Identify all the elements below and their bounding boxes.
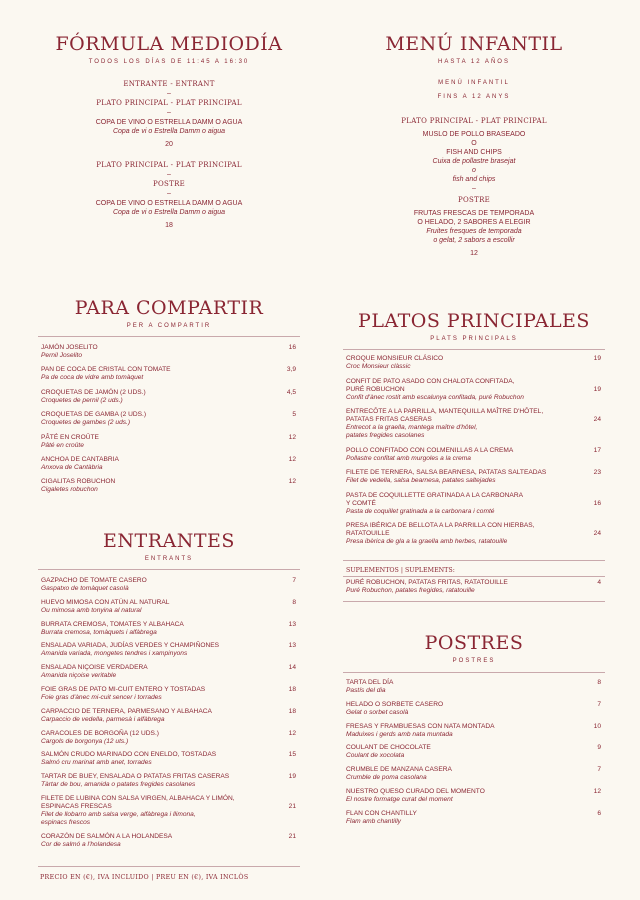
item-name-ca: Foie gras d'ànec mi-cuit sencer i torrades (41, 694, 162, 701)
item-price: 10 (593, 722, 601, 730)
footer-note: PRECIO EN (€), IVA INCLUIDO | PREU EN (€), IVA INCLÒS (40, 874, 249, 881)
menu-item (346, 447, 605, 463)
menu-item (41, 642, 300, 658)
item-name: ENSALADA NIÇOISE VERDADERA (41, 664, 148, 672)
menu-item (41, 773, 300, 789)
item-name-ca: Salmó cru marinat amb anet, torrades (41, 759, 152, 767)
formula-drink-ca: Copa de vi o Estrella Damm o aigua (112, 209, 226, 216)
menu-item (41, 411, 300, 427)
item-name-ca: Presa ibèrica de gla a la graella amb herbes, ratatouille (346, 538, 508, 545)
formula-title: FÓRMULA MEDIODÍA (55, 33, 283, 55)
item-name: NUESTRO QUESO CURADO DEL MOMENTO (346, 788, 485, 795)
menu-item (346, 723, 605, 739)
item-price: 24 (593, 416, 601, 423)
item-name: Y COMTÉ (346, 499, 376, 507)
menu-item (41, 751, 300, 767)
compartir-subtitle: PER A COMPARTIR (126, 323, 212, 329)
item-name: CRUMBLE DE MANZANA CASERA (346, 766, 452, 774)
formula-course-line: PLATO PRINCIPAL - PLAT PRINCIPAL (96, 161, 242, 169)
formula-drink: COPA DE VINO O ESTRELLA DAMM O AGUA (95, 119, 243, 126)
divider-line (343, 560, 605, 561)
divider-dash: – (167, 109, 171, 116)
divider-line (343, 601, 605, 602)
item-name-ca: Gaspatxo de tomàquet casolà (41, 585, 129, 592)
infantil-line-ca: fish and chips (452, 176, 496, 183)
formula-subtitle: TODOS LOS DÍAS DE 11:45 A 16:30 (88, 59, 250, 65)
item-name-ca: Croquetes de pernil (2 uds.) (41, 396, 123, 404)
item-name: TARTA DEL DÍA (346, 679, 394, 686)
item-name: CORAZÓN DE SALMÓN A LA HOLANDESA (41, 832, 173, 840)
menu-item (346, 701, 605, 717)
item-name-ca: Croquetes de gambes (2 uds.) (41, 419, 131, 427)
item-price: 15 (288, 751, 296, 759)
item-price: 7 (292, 577, 296, 584)
postres-title: POSTRES (424, 632, 524, 654)
divider-dash: – (167, 171, 171, 178)
item-name: FILETE DE TERNERA, SALSA BEARNESA, PATATAS SALTEADAS (346, 469, 547, 476)
compartir-title: PARA COMPARTIR (74, 297, 264, 319)
item-name: BURRATA CREMOSA, TOMATES Y ALBAHACA (41, 620, 184, 628)
item-name-ca: Pastís del dia (346, 687, 386, 694)
postres-subtitle: POSTRES (452, 658, 496, 664)
infantil-line-ca: o (472, 167, 476, 174)
infantil-postre-heading: POSTRE (457, 196, 491, 204)
item-name: RATATOUILLE (346, 530, 390, 537)
item-name-ca: Flam amb chantilly (346, 817, 401, 825)
menu-item (41, 686, 300, 702)
item-name-ca: Pa de coca de vidre amb tomàquet (41, 374, 144, 382)
formula-option-2 (38, 161, 300, 230)
item-name-ca: patates fregides casolanes (346, 432, 425, 439)
infantil-line: FISH AND CHIPS (446, 149, 502, 156)
item-price: 12 (288, 729, 296, 737)
item-price: 23 (593, 469, 601, 476)
menu-item (346, 469, 605, 485)
item-name: ESPINACAS FRESCAS (41, 803, 112, 810)
item-name-ca: Tàrtar de bou, amanida o patates fregides casolanes (41, 781, 196, 789)
item-name-ca: Puré Robuchon, patates fregides, ratatouille (346, 587, 475, 594)
infantil-line: O (471, 140, 477, 147)
item-price: 12 (288, 478, 296, 486)
supplements-title: SUPLEMENTOS | SUPLEMENTS: (346, 567, 455, 574)
infantil-subtitle: HASTA 12 AÑOS (438, 59, 510, 65)
infantil-price: 12 (470, 250, 478, 257)
divider-line (343, 576, 605, 577)
item-name-ca: Carpaccio de vedella, parmesà i alfàbrega (41, 715, 165, 723)
menu-item (41, 434, 300, 450)
item-name: CIGALITAS ROBUCHON (41, 478, 116, 486)
item-price: 8 (292, 598, 296, 606)
formula-course-line: PLATO PRINCIPAL - PLAT PRINCIPAL (96, 99, 242, 107)
item-price: 21 (288, 832, 296, 840)
platos-header (343, 310, 605, 343)
item-price: 14 (288, 664, 296, 672)
item-name: GAZPACHO DE TOMATE CASERO (41, 577, 147, 584)
item-name: PÂTÉ EN CROÛTE (41, 433, 99, 441)
item-name-ca: Amanida variada, mongetes tendres i xampinyons (41, 650, 188, 658)
supplement-item (346, 579, 605, 595)
menu-item (41, 664, 300, 680)
item-name: HELADO O SORBETE CASERO (346, 700, 444, 708)
item-name-ca: Ou mimosa amb tonyina al natural (41, 606, 142, 614)
item-name: PURÉ ROBUCHON, PATATAS FRITAS, RATATOUILLE (346, 579, 508, 586)
item-name: PURÉ ROBUCHON (346, 385, 405, 393)
item-name: CONFIT DE PATO ASADO CON CHALOTA CONFITADA, (346, 377, 515, 385)
item-name: ENSALADA VARIADA, JUDÍAS VERDES Y CHAMPIÑONES (41, 642, 220, 650)
postres-header (343, 632, 605, 665)
item-price: 18 (288, 686, 296, 693)
item-name-ca: Pasta de coquillet gratinada a la carbonara i comté (346, 507, 495, 515)
menu-item (346, 810, 605, 826)
menu-item (41, 795, 300, 827)
menu-item (41, 577, 300, 593)
item-price: 7 (597, 700, 601, 708)
menu-item (41, 344, 300, 360)
item-name: FLAN CON CHANTILLY (346, 809, 417, 817)
entrantes-subtitle: ENTRANTS (144, 556, 194, 562)
menu-item (41, 456, 300, 472)
item-name: SALMÓN CRUDO MARINADO CON ENELDO, TOSTADAS (41, 751, 217, 759)
item-price: 13 (288, 642, 296, 650)
divider-dash: – (472, 185, 476, 192)
item-price: 13 (288, 620, 296, 628)
item-name-ca: Gelat o sorbet casolà (346, 708, 409, 716)
item-price: 16 (593, 499, 601, 507)
menu-item (346, 378, 605, 402)
divider-line (343, 672, 605, 673)
item-name: CARPACCIO DE TERNERA, PARMESANO Y ALBAHACA (41, 707, 212, 715)
item-price: 9 (597, 744, 601, 752)
item-name: CROQUE MONSIEUR CLÁSICO (346, 355, 444, 362)
infantil-section (343, 33, 605, 258)
item-name: CROQUETAS DE GAMBA (2 UDS.) (41, 411, 147, 419)
item-price: 7 (597, 766, 601, 774)
item-price: 4 (597, 579, 601, 586)
item-name: PAN DE COCA DE CRISTAL CON TOMATE (41, 366, 171, 374)
menu-item (41, 599, 300, 615)
formula-drink: COPA DE VINO O ESTRELLA DAMM O AGUA (95, 200, 243, 207)
item-name: ANCHOA DE CANTABRIA (41, 456, 119, 463)
divider-dash: – (167, 90, 171, 97)
item-name-ca: Pollastre confitat amb murgoles a la crema (346, 454, 471, 462)
item-name-ca: espinacs frescos (41, 819, 91, 826)
entrantes-title: ENTRANTES (103, 530, 235, 552)
formula-course-line: POSTRE (152, 180, 186, 188)
menu-item (41, 478, 300, 494)
item-name: ENTRECÔTE A LA PARRILLA, MANTEQUILLA MAÎTRE D'HÔTEL, (346, 408, 544, 415)
item-name-ca: Filet de llobarro amb salsa verge, alfàbrega i llimona, (41, 811, 196, 818)
menu-item (41, 833, 300, 849)
infantil-line: O HELADO, 2 SABORES A ELEGIR (417, 219, 531, 226)
infantil-line: MUSLO DE POLLO BRASEADO (422, 131, 526, 138)
item-price: 12 (288, 456, 296, 463)
item-name-ca: Entrecot a la graella, mantega maître d'hôtel, (346, 424, 478, 431)
item-name: FOIE GRAS DE PATO MI-CUIT ENTERO Y TOSTADAS (41, 686, 206, 693)
item-price: 8 (597, 679, 601, 686)
item-price: 6 (597, 809, 601, 817)
formula-section (38, 33, 300, 230)
formula-drink-ca: Copa de vi o Estrella Damm o aigua (112, 128, 226, 135)
infantil-subtitle-ca-age: FINS A 12 ANYS (437, 94, 511, 100)
item-price: 17 (593, 446, 601, 454)
platos-title: PLATOS PRINCIPALES (358, 310, 590, 332)
item-price: 19 (288, 773, 296, 781)
item-name-ca: Maduixes i gerds amb nata muntada (346, 730, 453, 738)
menu-item (346, 744, 605, 760)
menu-item (41, 621, 300, 637)
item-price: 12 (288, 433, 296, 441)
item-name-ca: Anxova de Cantàbria (41, 464, 103, 471)
item-price: 18 (288, 707, 296, 715)
item-price: 4,5 (286, 388, 296, 396)
item-price: 5 (292, 411, 296, 419)
item-name-ca: Pernil Joselito (41, 352, 83, 359)
infantil-line: FRUTAS FRESCAS DE TEMPORADA (413, 210, 535, 217)
item-name-ca: Amanida niçoise veritable (41, 672, 117, 680)
menu-item (41, 366, 300, 382)
item-price: 24 (593, 530, 601, 537)
item-name: FRESAS Y FRAMBUESAS CON NATA MONTADA (346, 722, 495, 730)
item-name-ca: Pâté en croûte (41, 441, 84, 449)
item-name-ca: Burrata cremosa, tomàquets i alfàbrega (41, 628, 157, 636)
formula-course-line: ENTRANTE - ENTRANT (123, 80, 215, 88)
menu-item (346, 492, 605, 516)
menu-item (346, 355, 605, 371)
item-name: CARACOLES DE BORGOÑA (12 UDS.) (41, 729, 159, 737)
item-price: 19 (593, 385, 601, 393)
item-price: 19 (593, 355, 601, 362)
item-name: PRESA IBÉRICA DE BELLOTA A LA PARRILLA CON HIERBAS, (346, 522, 535, 529)
infantil-title: MENÚ INFANTIL (385, 33, 563, 55)
menu-item (346, 522, 605, 546)
item-name-ca: El nostre formatge curat del moment (346, 796, 453, 803)
item-price: 16 (288, 344, 296, 351)
item-name-ca: Crumble de poma casolana (346, 774, 427, 782)
item-name: PASTA DE COQUILLETTE GRATINADA A LA CARBONARA (346, 491, 523, 499)
infantil-line-ca: Cuixa de pollastre brasejat (432, 158, 516, 165)
infantil-main-heading: PLATO PRINCIPAL - PLAT PRINCIPAL (401, 117, 547, 125)
divider-line (38, 569, 300, 570)
item-name: POLLO CONFITADO CON COLMENILLAS A LA CREMA (346, 446, 514, 454)
item-name-ca: Filet de vedella, salsa bearnesa, patates saltejades (346, 477, 496, 484)
item-name: CROQUETAS DE JAMÓN (2 UDS.) (41, 388, 146, 396)
item-name-ca: Confit d'ànec rostit amb escalunya confitada, puré Robuchon (346, 393, 524, 401)
divider-dash: – (167, 190, 171, 197)
item-name: TARTAR DE BUEY, ENSALADA O PATATAS FRITAS CASERAS (41, 773, 230, 781)
infantil-subtitle-ca: MENÚ INFANTIL (438, 80, 510, 86)
item-name-ca: Coulant de xocolata (346, 752, 405, 760)
divider-line (343, 349, 605, 350)
item-name: PATATAS FRITAS CASERAS (346, 416, 432, 423)
item-name-ca: Cargols de borgonya (12 uts.) (41, 737, 129, 745)
menu-item (346, 766, 605, 782)
item-name: COULANT DE CHOCOLATE (346, 744, 431, 752)
item-price: 12 (593, 788, 601, 795)
entrantes-header (38, 530, 300, 563)
formula-option-1 (38, 80, 300, 149)
formula-price: 18 (165, 222, 173, 229)
infantil-line-ca: o gelat, 2 sabors a escollir (433, 237, 515, 244)
item-price: 21 (288, 803, 296, 810)
item-name: FILETE DE LUBINA CON SALSA VIRGEN, ALBAHACA Y LIMÓN, (41, 795, 235, 802)
menu-item (41, 389, 300, 405)
item-name: HUEVO MIMOSA CON ATÚN AL NATURAL (41, 598, 170, 606)
divider-line (38, 336, 300, 337)
menu-item (346, 788, 605, 804)
platos-subtitle: PLATS PRINCIPALS (430, 336, 518, 342)
infantil-line-ca: Fruites fresques de temporada (426, 228, 522, 235)
formula-price: 20 (165, 141, 173, 148)
menu-item (346, 679, 605, 695)
item-name-ca: Cor de salmó a l'holandesa (41, 840, 121, 848)
item-name-ca: Cigaletes robuchon (41, 486, 98, 494)
item-name-ca: Croc Monsieur clàssic (346, 363, 411, 370)
compartir-header (38, 297, 300, 330)
item-name: JAMÓN JOSELITO (41, 344, 98, 351)
menu-item (346, 408, 605, 440)
menu-item (41, 708, 300, 724)
item-price: 3,9 (286, 366, 296, 374)
menu-item (41, 730, 300, 746)
divider-line (38, 866, 300, 867)
